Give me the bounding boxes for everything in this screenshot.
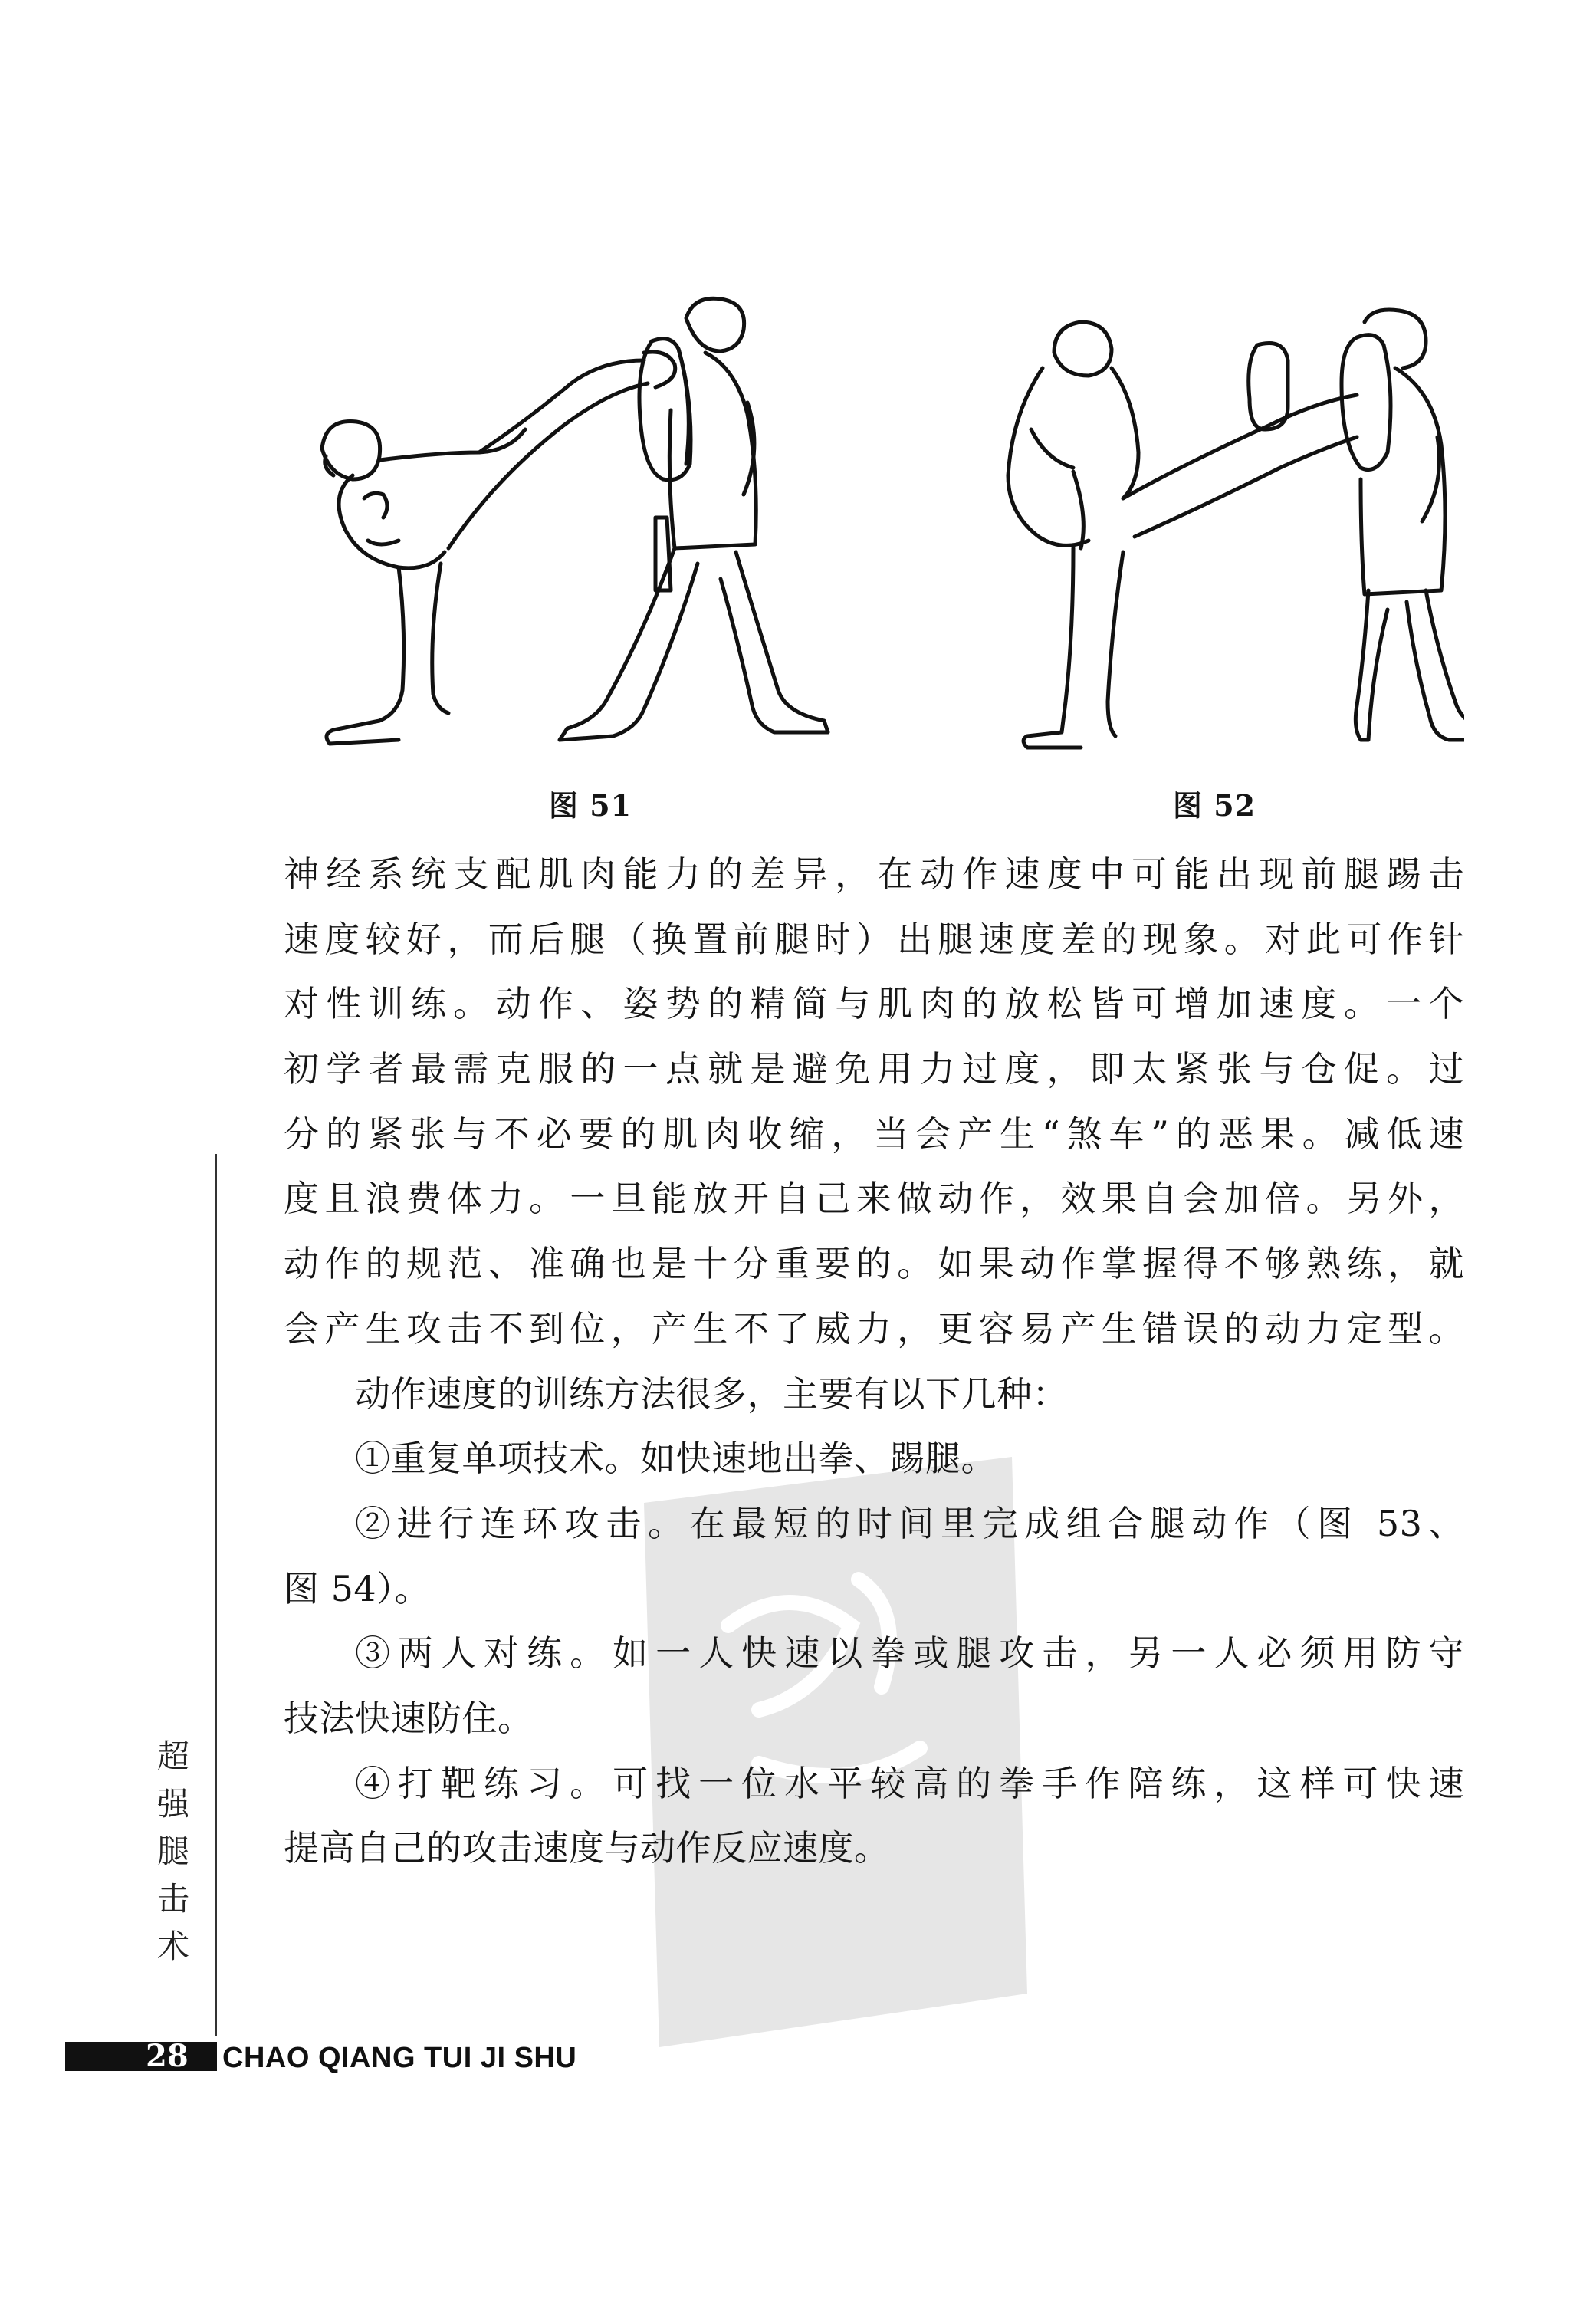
footer-book-title: CHAO QIANG TUI JI SHU [222,2042,577,2074]
text-line: 动作的规范、准确也是十分重要的。如果动作掌握得不够熟练，就 [284,1243,1464,1285]
page-number: 28 [146,2038,189,2074]
side-title-char: 击 [156,1880,189,1918]
text-line: ②进行连环攻击。在最短的时间里完成组合腿动作（图 53、 [355,1502,1464,1544]
body-text [284,842,1464,1881]
side-title-char: 术 [156,1928,189,1965]
figure-52-caption: 图 52 [1173,788,1256,823]
side-title-char: 腿 [156,1833,189,1870]
text-line: 图 54）。 [284,1567,431,1609]
side-title-vertical [150,1733,196,1971]
side-title-char: 强 [156,1785,189,1823]
text-line: 动作速度的训练方法很多，主要有以下几种： [355,1372,1068,1415]
text-line: 对性训练。动作、姿势的精简与肌肉的放松皆可增加速度。一个 [284,983,1464,1025]
text-line: 技法快速防住。 [284,1697,534,1739]
figure-51-caption: 图 51 [549,788,632,823]
figure-52-illustration [997,307,1464,767]
margin-rule [215,1154,217,2036]
footer-bar [65,2038,217,2074]
text-line: 度且浪费体力。一旦能放开自己来做动作，效果自会加倍。另外， [284,1178,1464,1220]
text-line: 提高自己的攻击速度与动作反应速度。 [284,1827,890,1869]
text-line: 分的紧张与不必要的肌肉收缩，当会产生“煞车”的恶果。减低速 [284,1113,1464,1155]
text-line: ③两人对练。如一人快速以拳或腿攻击，另一人必须用防守 [355,1632,1464,1675]
figure-51-illustration [307,295,889,771]
text-line: 速度较好，而后腿（换置前腿时）出腿速度差的现象。对此可作针 [284,918,1464,960]
side-title-char: 超 [156,1737,189,1775]
text-line: ④打靶练习。可找一位水平较高的拳手作陪练，这样可快速 [355,1762,1464,1804]
text-line: 神经系统支配肌肉能力的差异，在动作速度中可能出现前腿踢击 [284,853,1464,895]
text-line: ①重复单项技术。如快速地出拳、踢腿。 [355,1438,997,1480]
text-line: 初学者最需克服的一点就是避免用力过度，即太紧张与仓促。过 [284,1048,1464,1090]
text-line: 会产生攻击不到位，产生不了威力，更容易产生错误的动力定型。 [284,1307,1464,1349]
